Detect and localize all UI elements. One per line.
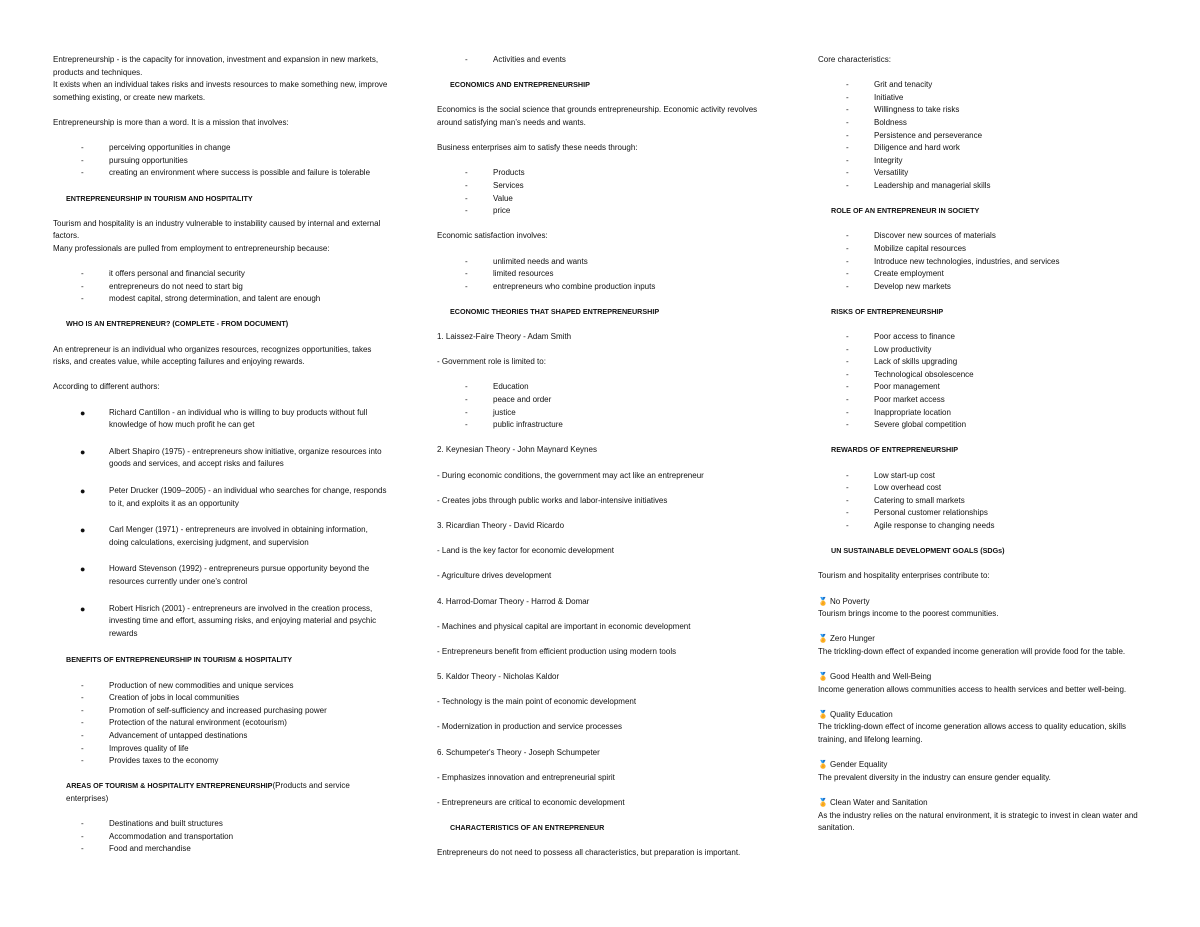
list-item: - Integrity xyxy=(818,155,1148,168)
theory-5-title: 5. Kaldor Theory - Nicholas Kaldor xyxy=(437,672,560,682)
satisfaction-intro: Economic satisfaction involves: xyxy=(437,231,548,241)
economics-text: Economics is the social science that grounds entrepreneurship. Economic activity revolves around satisfying man’s needs and wants. xyxy=(437,105,758,127)
list-item: - Leadership and managerial skills xyxy=(818,180,1148,193)
list-item: - Create employment xyxy=(818,268,1148,281)
sdg-text: Income generation allows communities access to health services and better well-being. xyxy=(818,684,1127,694)
sdg-title: 🏅 Clean Water and Sanitation xyxy=(818,797,1148,810)
list-item: - Value xyxy=(437,193,782,206)
theory-3-line-2: - Agriculture drives development xyxy=(437,571,552,581)
theory-6-title: 6. Schumpeter's Theory - Joseph Schumpeter xyxy=(437,747,600,757)
sdg-heading: UN SUSTAINABLE DEVELOPMENT GOALS (SDGs) xyxy=(831,546,1005,556)
author-item: ● Peter Drucker (1909–2005) - an individual who searches for change, responds to it, and exploits it as an opportunity xyxy=(53,485,388,510)
list-item: - justice xyxy=(437,407,782,420)
author-item: ● Richard Cantillon - an individual who is willing to buy products without full knowledge of how much profit he can get xyxy=(53,407,388,432)
characteristics-text: Entrepreneurs do not need to possess all characteristics, but preparation is important. xyxy=(437,848,741,858)
sdg-item xyxy=(818,633,1148,658)
list-item: - public infrastructure xyxy=(437,419,782,432)
theory-3-line-1: - Land is the key factor for economic development xyxy=(437,546,614,556)
theory-1-list xyxy=(437,381,782,431)
column-right xyxy=(818,54,1148,847)
list-item: - Activities and events xyxy=(437,54,782,67)
risks-list xyxy=(818,331,1148,432)
medal-icon: 🏅 xyxy=(818,798,828,808)
list-item: - Promotion of self-sufficiency and increased purchasing power xyxy=(53,705,388,718)
sdg-item xyxy=(818,671,1148,696)
list-item: - Low overhead cost xyxy=(818,482,1148,495)
list-item: - Production of new commodities and unique services xyxy=(53,680,388,693)
who-text: An entrepreneur is an individual who organizes resources, recognizes opportunities, takes risks, and creates value, while accepting failures and enjoying rewards. xyxy=(53,344,372,367)
theory-5-line-1: - Technology is the main point of economic development xyxy=(437,697,637,707)
sdg-item xyxy=(818,797,1148,835)
list-item: - peace and order xyxy=(437,394,782,407)
theory-6-line-2: - Entrepreneurs are critical to economic development xyxy=(437,798,625,808)
list-item: - Grit and tenacity xyxy=(818,79,1148,92)
list-item: - Poor market access xyxy=(818,394,1148,407)
medal-icon: 🏅 xyxy=(818,760,828,770)
sdg-item xyxy=(818,709,1148,747)
list-item: - Products xyxy=(437,167,782,180)
list-item: - Initiative xyxy=(818,92,1148,105)
medal-icon: 🏅 xyxy=(818,634,828,644)
sdg-title: 🏅 Quality Education xyxy=(818,709,1148,722)
sdg-title: 🏅 Gender Equality xyxy=(818,759,1148,772)
benefits-list xyxy=(53,680,388,768)
mission-intro: Entrepreneurship is more than a word. It is a mission that involves: xyxy=(53,117,289,127)
theories-heading: ECONOMIC THEORIES THAT SHAPED ENTREPRENEURSHIP xyxy=(450,306,660,316)
sdg-title: 🏅 Zero Hunger xyxy=(818,633,1148,646)
list-item: - Develop new markets xyxy=(818,281,1148,294)
list-item: - Discover new sources of materials xyxy=(818,230,1148,243)
author-item: ● Albert Shapiro (1975) - entrepreneurs show initiative, organize resources into goods and services, and accept risks and failures xyxy=(53,446,388,471)
theory-4-title: 4. Harrod-Domar Theory - Harrod & Domar xyxy=(437,596,590,606)
list-item: - limited resources xyxy=(437,268,782,281)
theory-2-line-1: - During economic conditions, the government may act like an entrepreneur xyxy=(437,470,704,480)
list-item: - creating an environment where success is possible and failure is tolerable xyxy=(53,167,388,180)
sdg-title: 🏅 Good Health and Well-Being xyxy=(818,671,1148,684)
areas-list xyxy=(53,818,388,856)
sdg-text: The trickling-down effect of income generation allows access to quality education, skills training, and lifelong learning. xyxy=(818,722,1127,745)
list-item: - Protection of the natural environment (ecotourism) xyxy=(53,717,388,730)
list-item: - Creation of jobs in local communities xyxy=(53,692,388,705)
author-item: ● Howard Stevenson (1992) - entrepreneurs pursue opportunity beyond the resources currently under one’s control xyxy=(53,563,388,588)
who-heading: WHO IS AN ENTREPRENEUR? (COMPLETE - FROM DOCUMENT) xyxy=(66,319,289,329)
core-intro: Core characteristics: xyxy=(818,55,891,64)
list-item: - pursuing opportunities xyxy=(53,155,388,168)
list-item: - perceiving opportunities in change xyxy=(53,142,388,155)
risks-heading: RISKS OF ENTREPRENEURSHIP xyxy=(831,306,944,316)
theory-4-line-2: - Entrepreneurs benefit from efficient production using modern tools xyxy=(437,646,677,656)
theory-2-line-2: - Creates jobs through public works and labor-intensive initiatives xyxy=(437,495,668,505)
tourism-text-2: Many professionals are pulled from employment to entrepreneurship because: xyxy=(53,243,330,253)
authors-intro: According to different authors: xyxy=(53,382,160,392)
authors-list xyxy=(53,407,388,641)
economics-heading: ECONOMICS AND ENTREPRENEURSHIP xyxy=(450,80,590,90)
list-item: - Diligence and hard work xyxy=(818,142,1148,155)
areas-list-continued xyxy=(437,54,782,67)
list-item: - Low start-up cost xyxy=(818,470,1148,483)
list-item: - modest capital, strong determination, and talent are enough xyxy=(53,293,388,306)
rewards-heading: REWARDS OF ENTREPRENEURSHIP xyxy=(831,445,958,455)
sdg-text: Tourism brings income to the poorest communities. xyxy=(818,609,999,619)
intro-line-2: It exists when an individual takes risks and invests resources to make something new, improve something existing, or create new markets. xyxy=(53,80,388,102)
intro-line-1: Entrepreneurship - is the capacity for innovation, investment and expansion in new markets, products and techniques. xyxy=(53,55,379,77)
sdg-item xyxy=(818,759,1148,784)
sdg-text: The trickling-down effect of expanded income generation will provide food for the table. xyxy=(818,646,1126,656)
mission-list xyxy=(53,142,388,180)
list-item: - Services xyxy=(437,180,782,193)
theory-1-line: - Government role is limited to: xyxy=(437,357,546,367)
list-item: - Persistence and perseverance xyxy=(818,130,1148,143)
sdg-intro: Tourism and hospitality enterprises contribute to: xyxy=(818,571,990,581)
list-item: - Advancement of untapped destinations xyxy=(53,730,388,743)
list-item: - Versatility xyxy=(818,167,1148,180)
list-item: - Agile response to changing needs xyxy=(818,520,1148,533)
satisfaction-list xyxy=(437,256,782,294)
theory-4-line-1: - Machines and physical capital are important in economic development xyxy=(437,621,691,631)
tourism-list xyxy=(53,268,388,306)
theory-6-line-1: - Emphasizes innovation and entrepreneurial spirit xyxy=(437,772,615,782)
list-item: - Accommodation and transportation xyxy=(53,831,388,844)
business-list xyxy=(437,167,782,217)
author-item: ● Carl Menger (1971) - entrepreneurs are involved in obtaining information, doing calculations, exercising judgment, and supervision xyxy=(53,524,388,549)
medal-icon: 🏅 xyxy=(818,672,828,682)
benefits-heading: BENEFITS OF ENTREPRENEURSHIP IN TOURISM & HOSPITALITY xyxy=(66,655,293,665)
list-item: - price xyxy=(437,205,782,218)
list-item: - Boldness xyxy=(818,117,1148,130)
theory-3-title: 3. Ricardian Theory - David Ricardo xyxy=(437,520,565,530)
column-middle xyxy=(437,54,782,873)
list-item: - Personal customer relationships xyxy=(818,507,1148,520)
list-item: - Technological obsolescence xyxy=(818,369,1148,382)
tourism-text xyxy=(53,218,388,256)
list-item: - unlimited needs and wants xyxy=(437,256,782,269)
column-left xyxy=(53,54,388,868)
list-item: - entrepreneurs who combine production inputs xyxy=(437,281,782,294)
core-list xyxy=(818,79,1148,192)
list-item: - Destinations and built structures xyxy=(53,818,388,831)
list-item: - Provides taxes to the economy xyxy=(53,755,388,768)
theory-1-title: 1. Laissez-Faire Theory - Adam Smith xyxy=(437,332,572,342)
rewards-list xyxy=(818,470,1148,533)
medal-icon: 🏅 xyxy=(818,709,828,719)
medal-icon: 🏅 xyxy=(818,596,828,606)
areas-heading-bold: AREAS OF TOURISM & HOSPITALITY ENTREPRENEURSHIP xyxy=(66,781,273,791)
sdg-text: As the industry relies on the natural environment, it is strategic to invest in clean water and sanitation. xyxy=(818,810,1138,833)
list-item: - it offers personal and financial security xyxy=(53,268,388,281)
list-item: - Willingness to take risks xyxy=(818,104,1148,117)
list-item: - Severe global competition xyxy=(818,419,1148,432)
list-item: - Food and merchandise xyxy=(53,843,388,856)
areas-heading-rest: (Products and service enterprises) xyxy=(66,781,350,803)
sdg-item xyxy=(818,596,1148,621)
tourism-text-1: Tourism and hospitality is an industry vulnerable to instability caused by internal and external factors. xyxy=(53,218,381,241)
sdg-text: The prevalent diversity in the industry can ensure gender equality. xyxy=(818,772,1051,782)
list-item: - Education xyxy=(437,381,782,394)
role-heading: ROLE OF AN ENTREPRENEUR IN SOCIETY xyxy=(831,206,980,216)
author-item: ● Robert Hisrich (2001) - entrepreneurs are involved in the creation process, investing time and effort, assuming risks, and enjoying material and psychic rewards xyxy=(53,603,388,641)
role-list xyxy=(818,230,1148,293)
characteristics-heading: CHARACTERISTICS OF AN ENTREPRENEUR xyxy=(450,823,605,833)
list-item: - Inappropriate location xyxy=(818,407,1148,420)
list-item: - entrepreneurs do not need to start big xyxy=(53,281,388,294)
list-item: - Poor access to finance xyxy=(818,331,1148,344)
sdg-title: 🏅 No Poverty xyxy=(818,596,1148,609)
tourism-heading: ENTREPRENEURSHIP IN TOURISM AND HOSPITALITY xyxy=(66,193,253,203)
intro-definition xyxy=(53,54,388,104)
theory-2-title: 2. Keynesian Theory - John Maynard Keynes xyxy=(437,445,597,455)
list-item: - Mobilize capital resources xyxy=(818,243,1148,256)
list-item: - Catering to small markets xyxy=(818,495,1148,508)
list-item: - Poor management xyxy=(818,381,1148,394)
list-item: - Lack of skills upgrading xyxy=(818,356,1148,369)
theory-5-line-2: - Modernization in production and service processes xyxy=(437,722,622,732)
list-item: - Improves quality of life xyxy=(53,743,388,756)
areas-heading xyxy=(53,780,388,805)
business-intro: Business enterprises aim to satisfy these needs through: xyxy=(437,143,638,153)
list-item: - Low productivity xyxy=(818,344,1148,357)
list-item: - Introduce new technologies, industries, and services xyxy=(818,256,1148,269)
